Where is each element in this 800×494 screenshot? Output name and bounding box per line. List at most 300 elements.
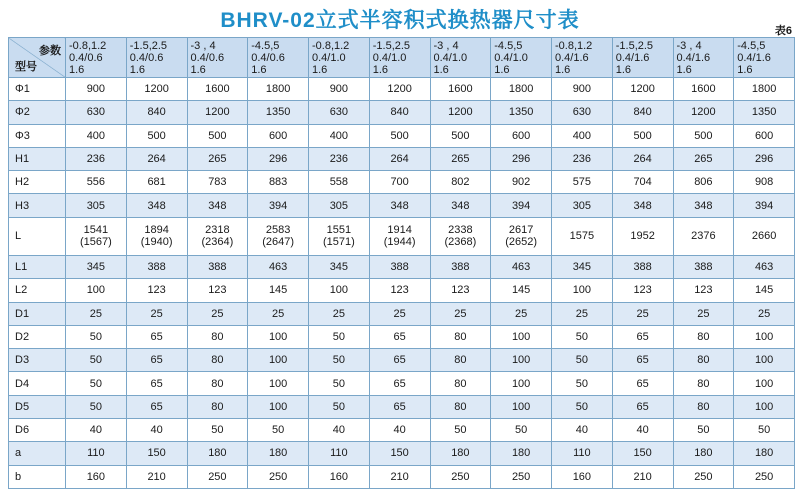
table-cell: 50	[552, 395, 613, 418]
table-cell: 250	[491, 465, 552, 488]
column-header	[187, 38, 248, 78]
table-cell: 1200	[430, 101, 491, 124]
pressure-values	[130, 52, 187, 64]
table-cell: 600	[248, 124, 309, 147]
cell-alt-value: (2364)	[201, 236, 234, 249]
pressure-values	[616, 52, 673, 64]
table-cell: 80	[187, 395, 248, 418]
pressure-top: 0.4	[129, 51, 146, 64]
table-cell: 65	[612, 325, 673, 348]
table-cell: 80	[430, 395, 491, 418]
table-cell: 80	[187, 349, 248, 372]
table-row	[9, 171, 795, 194]
table-cell: 100	[248, 349, 309, 372]
pressure-values	[69, 52, 126, 64]
page-title: BHRV-02立式半容积式换热器尺寸表	[220, 9, 580, 32]
table-cell: 681	[126, 171, 187, 194]
table-cell: 500	[612, 124, 673, 147]
table-cell: 50	[309, 395, 370, 418]
table-cell: 296	[491, 147, 552, 170]
table-cell: 145	[248, 279, 309, 302]
table-cell: 50	[552, 349, 613, 372]
table-cell: 150	[369, 442, 430, 465]
table-cell: 348	[673, 194, 734, 217]
row-label: Φ3	[9, 124, 66, 147]
table-cell: 250	[187, 465, 248, 488]
table-cell: 394	[734, 194, 795, 217]
column-header	[369, 38, 430, 78]
table-cell: 700	[369, 171, 430, 194]
table-cell: 80	[673, 372, 734, 395]
table-cell: 908	[734, 171, 795, 194]
table-cell: 25	[491, 302, 552, 325]
temperature-range: -3 , 4	[433, 39, 459, 52]
column-header	[491, 38, 552, 78]
table-cell: 100	[248, 372, 309, 395]
column-header	[673, 38, 734, 78]
temperature-range: -3 , 4	[190, 39, 216, 52]
table-cell: 25	[66, 302, 127, 325]
row-label: a	[9, 442, 66, 465]
table-cell: 500	[430, 124, 491, 147]
table-cell: 180	[491, 442, 552, 465]
table-cell: 463	[491, 255, 552, 278]
pressure-values	[312, 52, 369, 64]
table-cell: 25	[552, 302, 613, 325]
table-cell: 80	[673, 349, 734, 372]
table-cell: 388	[612, 255, 673, 278]
table-cell: 100	[734, 349, 795, 372]
table-cell: 150	[612, 442, 673, 465]
table-cell: 100	[309, 279, 370, 302]
table-cell: 50	[66, 349, 127, 372]
table-cell: 265	[430, 147, 491, 170]
pressure-bottom: 1.6	[129, 63, 146, 76]
table-row	[9, 255, 795, 278]
table-cell: 1350	[734, 101, 795, 124]
table-cell: 40	[66, 418, 127, 441]
pressure-top: 0.4	[494, 51, 510, 64]
pressure-top: 0.4	[737, 51, 753, 64]
row-label: H1	[9, 147, 66, 170]
row-label: Φ1	[9, 78, 66, 101]
table-row	[9, 442, 795, 465]
table-row	[9, 302, 795, 325]
cell-value: 1894	[144, 224, 169, 237]
table-cell: 388	[430, 255, 491, 278]
table-cell: 25	[612, 302, 673, 325]
table-cell: 630	[66, 101, 127, 124]
pressure-bottom: 1.6	[251, 63, 267, 76]
table-cell: 123	[187, 279, 248, 302]
table-cell: 50	[248, 418, 309, 441]
table-cell: 50	[734, 418, 795, 441]
table-cell	[66, 217, 127, 255]
column-header	[248, 38, 309, 78]
table-cell: 388	[126, 255, 187, 278]
table-cell: 123	[369, 279, 430, 302]
cell-value: 2318	[205, 224, 230, 237]
temperature-range: -1.5,2.5	[372, 39, 411, 52]
dimension-table	[8, 37, 795, 489]
table-cell: 1800	[734, 78, 795, 101]
table-cell: 1600	[187, 78, 248, 101]
table-cell: 100	[734, 395, 795, 418]
table-cell: 783	[187, 171, 248, 194]
table-cell: 25	[187, 302, 248, 325]
table-cell: 388	[673, 255, 734, 278]
pressure-slash: /0.6	[205, 51, 225, 64]
table-cell: 100	[552, 279, 613, 302]
column-header	[612, 38, 673, 78]
table-row	[9, 372, 795, 395]
cell-alt-value: (1940)	[140, 236, 173, 249]
pressure-bottom: 1.6	[555, 63, 571, 76]
temperature-range: -4.5,5	[737, 39, 766, 52]
pressure-top: 0.4	[555, 51, 571, 64]
pressure-values	[677, 52, 734, 64]
table-cell: 80	[187, 372, 248, 395]
row-label: L1	[9, 255, 66, 278]
row-label: H3	[9, 194, 66, 217]
table-cell: 100	[491, 349, 552, 372]
table-cell: 100	[66, 279, 127, 302]
row-label: L	[9, 217, 66, 255]
pressure-values	[737, 52, 794, 64]
table-cell: 50	[552, 372, 613, 395]
table-cell: 145	[491, 279, 552, 302]
row-label: D3	[9, 349, 66, 372]
table-cell: 50	[66, 395, 127, 418]
table-cell: 250	[430, 465, 491, 488]
table-cell: 296	[734, 147, 795, 170]
table-cell: 1600	[673, 78, 734, 101]
pressure-slash: /1.6	[631, 51, 650, 64]
table-row	[9, 147, 795, 170]
temperature-range: -0.8,1.2	[69, 39, 107, 52]
table-row	[9, 349, 795, 372]
table-cell: 25	[126, 302, 187, 325]
table-cell: 65	[126, 325, 187, 348]
table-cell: 900	[309, 78, 370, 101]
table-cell: 65	[369, 372, 430, 395]
table-cell	[187, 217, 248, 255]
table-cell: 400	[309, 124, 370, 147]
table-cell: 123	[673, 279, 734, 302]
table-cell: 265	[187, 147, 248, 170]
table-row	[9, 124, 795, 147]
row-label: D1	[9, 302, 66, 325]
table-cell: 80	[430, 372, 491, 395]
table-cell: 25	[248, 302, 309, 325]
table-cell: 1600	[430, 78, 491, 101]
table-row	[9, 325, 795, 348]
pressure-top: 0.4	[433, 51, 449, 64]
table-cell: 558	[309, 171, 370, 194]
table-cell: 394	[248, 194, 309, 217]
table-cell: 65	[369, 349, 430, 372]
table-cell	[309, 217, 370, 255]
table-cell: 250	[673, 465, 734, 488]
table-cell: 806	[673, 171, 734, 194]
table-cell: 840	[612, 101, 673, 124]
table-cell: 180	[187, 442, 248, 465]
table-cell: 630	[552, 101, 613, 124]
cell-value: 1914	[387, 224, 412, 237]
table-cell: 345	[309, 255, 370, 278]
table-cell: 65	[126, 349, 187, 372]
temperature-range: -1.5,2.5	[129, 39, 168, 52]
table-cell: 345	[552, 255, 613, 278]
table-cell: 50	[66, 325, 127, 348]
table-cell: 394	[491, 194, 552, 217]
pressure-values	[251, 52, 308, 64]
table-cell: 388	[187, 255, 248, 278]
table-cell: 388	[369, 255, 430, 278]
row-label: Φ2	[9, 101, 66, 124]
table-cell: 150	[126, 442, 187, 465]
table-cell: 65	[126, 372, 187, 395]
table-cell: 463	[248, 255, 309, 278]
table-cell: 296	[248, 147, 309, 170]
table-cell: 80	[430, 349, 491, 372]
corner-parameter-label: 参数	[39, 45, 61, 57]
table-cell: 630	[309, 101, 370, 124]
table-cell: 840	[369, 101, 430, 124]
table-cell: 25	[430, 302, 491, 325]
table-number: 表6	[774, 25, 792, 37]
pressure-bottom: 1.6	[69, 63, 85, 76]
temperature-range: -1.5,2.5	[615, 39, 654, 52]
pressure-slash: /1.6	[691, 51, 711, 64]
table-cell: 463	[734, 255, 795, 278]
table-cell: 40	[612, 418, 673, 441]
pressure-top: 0.4	[372, 51, 389, 64]
table-cell: 50	[187, 418, 248, 441]
temperature-range: -3 , 4	[676, 39, 702, 52]
table-cell: 500	[369, 124, 430, 147]
pressure-bottom: 1.6	[737, 63, 753, 76]
cell-alt-value: (2652)	[505, 236, 538, 249]
table-cell: 210	[612, 465, 673, 488]
table-cell: 305	[552, 194, 613, 217]
pressure-values	[191, 52, 248, 64]
row-label: D6	[9, 418, 66, 441]
column-header	[552, 38, 613, 78]
pressure-top: 0.4	[676, 51, 692, 64]
cell-alt-value: (1944)	[383, 236, 416, 249]
table-cell: 40	[309, 418, 370, 441]
table-cell: 600	[734, 124, 795, 147]
pressure-slash: /1.0	[327, 51, 346, 64]
table-body	[9, 78, 795, 489]
pressure-slash: /0.6	[266, 51, 285, 64]
table-cell: 100	[734, 372, 795, 395]
table-cell: 264	[126, 147, 187, 170]
table-row	[9, 418, 795, 441]
table-cell: 1952	[612, 217, 673, 255]
table-cell: 50	[552, 325, 613, 348]
table-cell: 50	[309, 349, 370, 372]
pressure-bottom: 1.6	[312, 63, 328, 76]
table-cell: 100	[734, 325, 795, 348]
table-cell: 50	[309, 325, 370, 348]
table-cell: 65	[126, 395, 187, 418]
table-cell: 100	[248, 395, 309, 418]
table-cell: 110	[66, 442, 127, 465]
table-cell: 25	[673, 302, 734, 325]
table-cell: 123	[430, 279, 491, 302]
row-label: D2	[9, 325, 66, 348]
row-label: b	[9, 465, 66, 488]
table-cell: 80	[673, 395, 734, 418]
table-cell: 236	[66, 147, 127, 170]
pressure-top: 0.4	[190, 51, 206, 64]
pressure-slash: /1.0	[448, 51, 468, 64]
cell-value: 2617	[508, 224, 534, 237]
table-cell: 80	[673, 325, 734, 348]
table-cell: 100	[491, 325, 552, 348]
pressure-values	[373, 52, 430, 64]
table-cell: 100	[248, 325, 309, 348]
table-cell: 1200	[126, 78, 187, 101]
table-cell: 250	[248, 465, 309, 488]
cell-alt-value: (1567)	[79, 236, 112, 249]
table-cell: 265	[673, 147, 734, 170]
column-header	[430, 38, 491, 78]
table-cell: 400	[66, 124, 127, 147]
table-cell: 65	[369, 325, 430, 348]
pressure-slash: /1.0	[509, 51, 528, 64]
table-cell: 348	[126, 194, 187, 217]
table-cell: 305	[309, 194, 370, 217]
pressure-slash: /0.6	[84, 51, 103, 64]
corner-header	[9, 38, 66, 78]
pressure-top: 0.4	[615, 51, 632, 64]
table-cell: 575	[552, 171, 613, 194]
table-row	[9, 217, 795, 255]
pressure-bottom: 1.6	[615, 63, 632, 76]
table-cell	[126, 217, 187, 255]
pressure-slash: /1.0	[388, 51, 407, 64]
table-cell: 123	[126, 279, 187, 302]
table-cell: 500	[673, 124, 734, 147]
cell-value: 1551	[326, 224, 352, 237]
cell-value: 2338	[448, 224, 473, 237]
table-cell: 348	[430, 194, 491, 217]
table-cell: 1800	[248, 78, 309, 101]
row-label: D4	[9, 372, 66, 395]
column-header	[309, 38, 370, 78]
table-cell: 1200	[369, 78, 430, 101]
table-cell: 65	[612, 349, 673, 372]
pressure-bottom: 1.6	[433, 63, 449, 76]
pressure-values	[434, 52, 491, 64]
table-cell: 50	[430, 418, 491, 441]
table-cell: 1200	[612, 78, 673, 101]
pressure-top: 0.4	[312, 51, 328, 64]
table-cell: 1350	[248, 101, 309, 124]
cell-value: 2583	[265, 224, 291, 237]
table-cell: 2376	[673, 217, 734, 255]
table-row	[9, 101, 795, 124]
table-cell: 160	[552, 465, 613, 488]
table-cell: 110	[309, 442, 370, 465]
table-cell: 80	[187, 325, 248, 348]
row-label: L2	[9, 279, 66, 302]
pressure-top: 0.4	[69, 51, 85, 64]
table-cell: 50	[491, 418, 552, 441]
column-header	[66, 38, 127, 78]
temperature-range: -4.5,5	[251, 39, 280, 52]
table-cell: 40	[552, 418, 613, 441]
column-header	[126, 38, 187, 78]
table-cell: 40	[369, 418, 430, 441]
pressure-bottom: 1.6	[372, 63, 389, 76]
pressure-slash: /1.6	[570, 51, 589, 64]
table-cell: 145	[734, 279, 795, 302]
pressure-slash: /1.6	[752, 51, 771, 64]
table-cell: 40	[126, 418, 187, 441]
table-cell: 160	[66, 465, 127, 488]
pressure-bottom: 1.6	[190, 63, 206, 76]
table-cell: 250	[734, 465, 795, 488]
table-cell: 556	[66, 171, 127, 194]
table-cell: 264	[369, 147, 430, 170]
table-cell: 65	[612, 372, 673, 395]
row-label: H2	[9, 171, 66, 194]
table-cell: 840	[126, 101, 187, 124]
table-cell: 25	[734, 302, 795, 325]
table-cell	[248, 217, 309, 255]
table-cell: 65	[612, 395, 673, 418]
table-cell: 65	[369, 395, 430, 418]
table-cell: 2660	[734, 217, 795, 255]
table-cell: 50	[673, 418, 734, 441]
table-cell: 1200	[673, 101, 734, 124]
cell-alt-value: (1571)	[322, 236, 355, 249]
table-cell: 900	[66, 78, 127, 101]
table-row	[9, 279, 795, 302]
table-cell: 25	[309, 302, 370, 325]
table-cell: 902	[491, 171, 552, 194]
table-row	[9, 465, 795, 488]
table-cell: 1350	[491, 101, 552, 124]
table-cell: 900	[552, 78, 613, 101]
table-cell: 180	[734, 442, 795, 465]
table-cell: 25	[369, 302, 430, 325]
table-cell: 264	[612, 147, 673, 170]
pressure-bottom: 1.6	[676, 63, 692, 76]
table-cell: 500	[126, 124, 187, 147]
table-cell: 50	[309, 372, 370, 395]
table-cell: 1200	[187, 101, 248, 124]
table-cell	[369, 217, 430, 255]
table-cell: 1575	[552, 217, 613, 255]
table-cell: 802	[430, 171, 491, 194]
table-row	[9, 194, 795, 217]
pressure-top: 0.4	[251, 51, 267, 64]
table-cell: 348	[187, 194, 248, 217]
table-cell: 180	[430, 442, 491, 465]
pressure-values	[555, 52, 612, 64]
temperature-range: -0.8,1.2	[555, 39, 593, 52]
table-cell: 883	[248, 171, 309, 194]
pressure-values	[494, 52, 551, 64]
cell-alt-value: (2368)	[444, 236, 477, 249]
table-cell: 348	[612, 194, 673, 217]
table-cell: 100	[491, 395, 552, 418]
